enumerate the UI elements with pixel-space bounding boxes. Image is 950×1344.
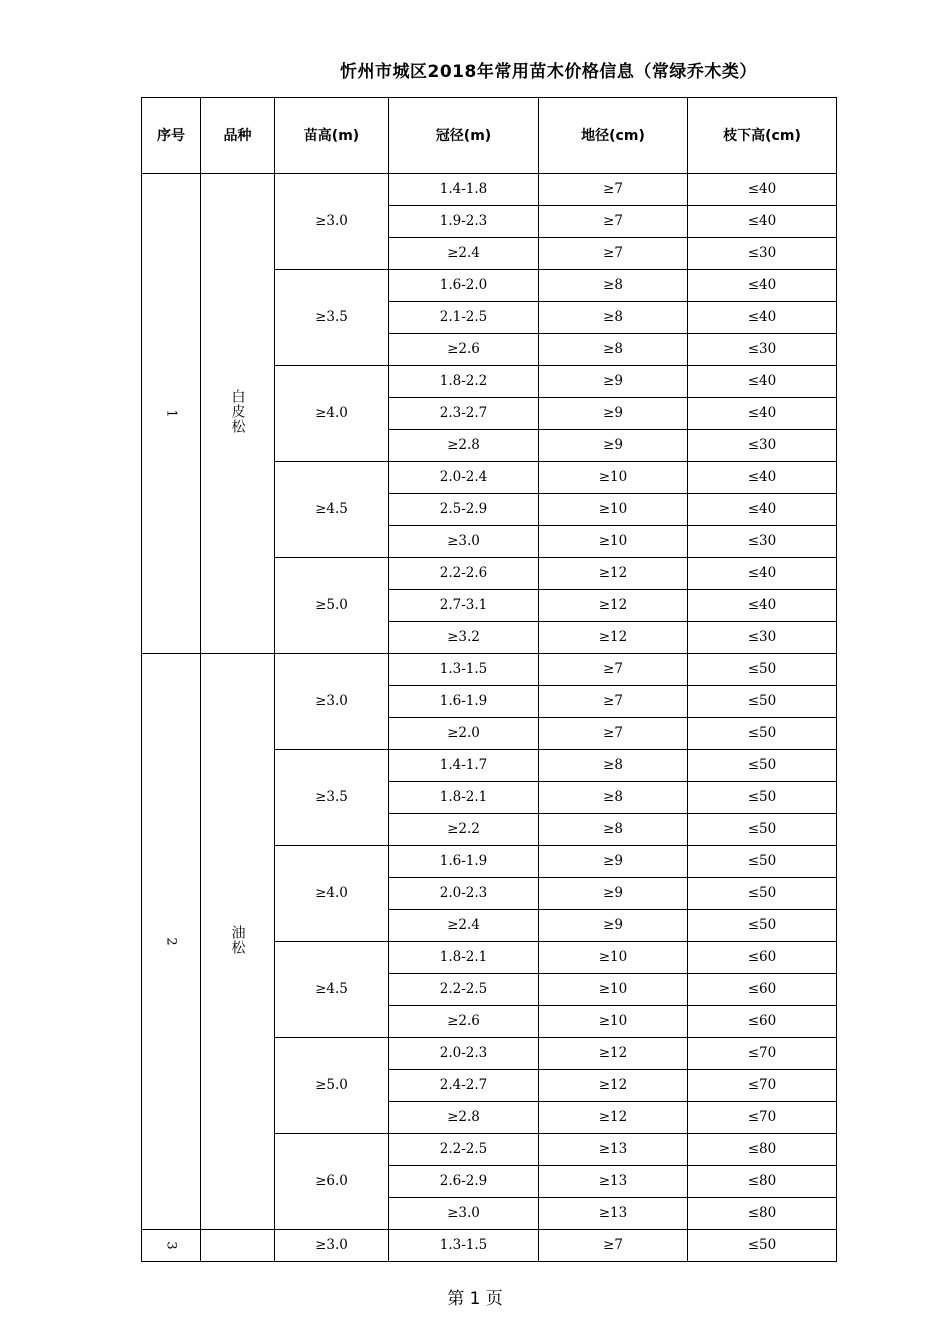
- height-cell-text: ≥4.5: [315, 980, 348, 997]
- ground-cell: [539, 366, 688, 398]
- branch-cell: [688, 558, 837, 590]
- ground-cell: [539, 878, 688, 910]
- crown-cell-text: ≥2.0: [447, 724, 480, 741]
- crown-cell: [389, 398, 539, 430]
- height-cell: [275, 1134, 389, 1230]
- branch-cell-text: ≤50: [747, 756, 777, 773]
- ground-cell-text: ≥9: [603, 916, 623, 933]
- crown-cell: [389, 1070, 539, 1102]
- height-cell: [275, 366, 389, 462]
- height-cell-text: ≥6.0: [315, 1172, 348, 1189]
- ground-cell-text: ≥9: [603, 372, 623, 389]
- ground-cell-text: ≥7: [603, 724, 623, 741]
- crown-cell: [389, 1134, 539, 1166]
- height-cell: [275, 270, 389, 366]
- branch-cell: [688, 590, 837, 622]
- crown-cell: [389, 558, 539, 590]
- crown-cell: [389, 302, 539, 334]
- crown-cell-text: 2.2-2.5: [439, 980, 488, 997]
- branch-cell-text: ≤40: [747, 276, 777, 293]
- crown-cell: [389, 526, 539, 558]
- height-cell: [275, 846, 389, 942]
- crown-cell: [389, 654, 539, 686]
- branch-cell-text: ≤30: [747, 628, 777, 645]
- ground-cell: [539, 430, 688, 462]
- branch-cell-text: ≤50: [747, 1236, 777, 1253]
- crown-cell-text: 2.0-2.3: [439, 1044, 488, 1061]
- ground-cell-text: ≥9: [603, 884, 623, 901]
- branch-cell-text: ≤50: [747, 916, 777, 933]
- height-cell: [275, 174, 389, 270]
- crown-cell-text: 2.2-2.6: [439, 564, 488, 581]
- ground-cell-text: ≥10: [598, 1012, 628, 1029]
- species-name: [201, 1230, 275, 1262]
- species-index: [142, 654, 201, 1230]
- ground-cell: [539, 302, 688, 334]
- species-index: [142, 174, 201, 654]
- crown-cell-text: 1.4-1.8: [439, 180, 488, 197]
- branch-cell: [688, 814, 837, 846]
- price-table: [141, 97, 837, 1262]
- ground-cell-text: ≥12: [598, 1108, 628, 1125]
- ground-cell-text: ≥7: [603, 244, 623, 261]
- crown-cell-text: 1.8-2.1: [439, 788, 488, 805]
- ground-cell-text: ≥7: [603, 692, 623, 709]
- ground-cell-text: ≥12: [598, 628, 628, 645]
- branch-cell-text: ≤50: [747, 660, 777, 677]
- species-name-text: 白皮松: [229, 389, 246, 435]
- branch-cell-text: ≤50: [747, 692, 777, 709]
- branch-cell-text: ≤30: [747, 532, 777, 549]
- height-cell-text: ≥4.5: [315, 500, 348, 517]
- ground-cell: [539, 654, 688, 686]
- branch-cell: [688, 462, 837, 494]
- branch-cell: [688, 398, 837, 430]
- header-index: 序号: [142, 98, 201, 174]
- height-cell-text: ≥5.0: [315, 1076, 348, 1093]
- crown-cell-text: 2.3-2.7: [439, 404, 488, 421]
- crown-cell-text: 1.3-1.5: [439, 1236, 488, 1253]
- ground-cell: [539, 238, 688, 270]
- ground-cell-text: ≥8: [603, 820, 623, 837]
- ground-cell-text: ≥8: [603, 340, 623, 357]
- height-cell-text: ≥5.0: [315, 596, 348, 613]
- branch-cell-text: ≤40: [747, 372, 777, 389]
- crown-cell: [389, 270, 539, 302]
- branch-cell: [688, 654, 837, 686]
- branch-cell: [688, 846, 837, 878]
- ground-cell-text: ≥12: [598, 1076, 628, 1093]
- branch-cell: [688, 974, 837, 1006]
- ground-cell: [539, 846, 688, 878]
- ground-cell-text: ≥7: [603, 1236, 623, 1253]
- branch-cell-text: ≤40: [747, 564, 777, 581]
- crown-cell: [389, 622, 539, 654]
- height-cell-text: ≥3.5: [315, 308, 348, 325]
- branch-cell: [688, 526, 837, 558]
- branch-cell: [688, 1102, 837, 1134]
- branch-cell-text: ≤40: [747, 468, 777, 485]
- branch-cell: [688, 622, 837, 654]
- ground-cell-text: ≥8: [603, 788, 623, 805]
- branch-cell: [688, 1070, 837, 1102]
- crown-cell: [389, 174, 539, 206]
- crown-cell-text: ≥3.2: [447, 628, 480, 645]
- crown-cell-text: 1.6-1.9: [439, 692, 488, 709]
- crown-cell-text: 2.1-2.5: [439, 308, 488, 325]
- crown-cell-text: 1.4-1.7: [439, 756, 488, 773]
- branch-cell: [688, 206, 837, 238]
- crown-cell: [389, 462, 539, 494]
- ground-cell: [539, 1006, 688, 1038]
- ground-cell: [539, 750, 688, 782]
- height-cell: [275, 942, 389, 1038]
- species-index-text: 2: [163, 937, 179, 946]
- crown-cell: [389, 750, 539, 782]
- crown-cell: [389, 494, 539, 526]
- ground-cell: [539, 398, 688, 430]
- species-index-text: 3: [163, 1241, 179, 1250]
- crown-cell: [389, 1230, 539, 1262]
- crown-cell: [389, 846, 539, 878]
- branch-cell-text: ≤70: [747, 1044, 777, 1061]
- branch-cell-text: ≤80: [747, 1140, 777, 1157]
- page-title: 忻州市城区2018年常用苗木价格信息（常绿乔木类）: [340, 62, 757, 82]
- ground-cell: [539, 494, 688, 526]
- branch-cell-text: ≤30: [747, 436, 777, 453]
- branch-cell: [688, 238, 837, 270]
- ground-cell-text: ≥12: [598, 564, 628, 581]
- ground-cell: [539, 622, 688, 654]
- crown-cell: [389, 206, 539, 238]
- branch-cell-text: ≤50: [747, 884, 777, 901]
- ground-cell: [539, 1038, 688, 1070]
- ground-cell: [539, 334, 688, 366]
- branch-cell-text: ≤50: [747, 724, 777, 741]
- ground-cell-text: ≥10: [598, 468, 628, 485]
- crown-cell-text: ≥2.6: [447, 1012, 480, 1029]
- height-cell: [275, 462, 389, 558]
- crown-cell-text: ≥2.6: [447, 340, 480, 357]
- ground-cell-text: ≥10: [598, 500, 628, 517]
- ground-cell: [539, 782, 688, 814]
- branch-cell-text: ≤60: [747, 980, 777, 997]
- branch-cell: [688, 1198, 837, 1230]
- branch-cell: [688, 686, 837, 718]
- branch-cell: [688, 1006, 837, 1038]
- branch-cell: [688, 174, 837, 206]
- branch-cell: [688, 718, 837, 750]
- crown-cell-text: 2.2-2.5: [439, 1140, 488, 1157]
- table-row: [142, 654, 837, 686]
- ground-cell-text: ≥9: [603, 852, 623, 869]
- crown-cell-text: 2.7-3.1: [439, 596, 488, 613]
- branch-cell-text: ≤80: [747, 1204, 777, 1221]
- ground-cell: [539, 462, 688, 494]
- species-index: [142, 1230, 201, 1262]
- crown-cell: [389, 238, 539, 270]
- crown-cell: [389, 334, 539, 366]
- ground-cell: [539, 558, 688, 590]
- branch-cell: [688, 1134, 837, 1166]
- crown-cell-text: ≥2.2: [447, 820, 480, 837]
- height-cell-text: ≥3.0: [315, 212, 348, 229]
- ground-cell: [539, 526, 688, 558]
- crown-cell-text: 2.5-2.9: [439, 500, 488, 517]
- branch-cell-text: ≤40: [747, 404, 777, 421]
- crown-cell: [389, 942, 539, 974]
- ground-cell: [539, 910, 688, 942]
- ground-cell: [539, 1166, 688, 1198]
- crown-cell: [389, 686, 539, 718]
- branch-cell: [688, 910, 837, 942]
- ground-cell-text: ≥13: [598, 1204, 628, 1221]
- crown-cell: [389, 366, 539, 398]
- crown-cell-text: ≥2.8: [447, 436, 480, 453]
- branch-cell-text: ≤40: [747, 500, 777, 517]
- branch-cell-text: ≤40: [747, 212, 777, 229]
- ground-cell-text: ≥13: [598, 1172, 628, 1189]
- page-footer: 第 1 页: [447, 1289, 503, 1309]
- crown-cell-text: 1.6-2.0: [439, 276, 488, 293]
- crown-cell-text: ≥3.0: [447, 1204, 480, 1221]
- height-cell-text: ≥3.0: [315, 1236, 348, 1253]
- ground-cell: [539, 206, 688, 238]
- header-crown-diameter: 冠径(m): [389, 98, 539, 174]
- crown-cell-text: 2.6-2.9: [439, 1172, 488, 1189]
- branch-cell: [688, 1230, 837, 1262]
- ground-cell-text: ≥8: [603, 756, 623, 773]
- ground-cell: [539, 1102, 688, 1134]
- ground-cell-text: ≥8: [603, 276, 623, 293]
- ground-cell-text: ≥13: [598, 1140, 628, 1157]
- branch-cell-text: ≤60: [747, 1012, 777, 1029]
- header-ground-diameter: 地径(cm): [539, 98, 688, 174]
- table-row: [142, 174, 837, 206]
- branch-cell-text: ≤50: [747, 852, 777, 869]
- ground-cell: [539, 974, 688, 1006]
- header-species: 品种: [201, 98, 275, 174]
- height-cell: [275, 750, 389, 846]
- crown-cell-text: 1.6-1.9: [439, 852, 488, 869]
- height-cell: [275, 654, 389, 750]
- branch-cell-text: ≤70: [747, 1076, 777, 1093]
- crown-cell: [389, 814, 539, 846]
- ground-cell: [539, 686, 688, 718]
- ground-cell: [539, 1198, 688, 1230]
- crown-cell: [389, 974, 539, 1006]
- crown-cell: [389, 1102, 539, 1134]
- crown-cell-text: ≥2.4: [447, 916, 480, 933]
- height-cell: [275, 1230, 389, 1262]
- height-cell: [275, 1038, 389, 1134]
- crown-cell-text: 1.9-2.3: [439, 212, 488, 229]
- crown-cell: [389, 430, 539, 462]
- species-index-text: 1: [163, 409, 179, 418]
- ground-cell-text: ≥9: [603, 436, 623, 453]
- crown-cell-text: 1.3-1.5: [439, 660, 488, 677]
- crown-cell: [389, 910, 539, 942]
- ground-cell: [539, 174, 688, 206]
- ground-cell-text: ≥7: [603, 180, 623, 197]
- branch-cell: [688, 366, 837, 398]
- ground-cell: [539, 1230, 688, 1262]
- header-branch-height: 枝下高(cm): [688, 98, 837, 174]
- crown-cell: [389, 878, 539, 910]
- ground-cell-text: ≥7: [603, 212, 623, 229]
- branch-cell: [688, 270, 837, 302]
- crown-cell-text: ≥2.4: [447, 244, 480, 261]
- ground-cell: [539, 1070, 688, 1102]
- crown-cell-text: 2.4-2.7: [439, 1076, 488, 1093]
- crown-cell-text: 1.8-2.1: [439, 948, 488, 965]
- ground-cell-text: ≥10: [598, 948, 628, 965]
- height-cell-text: ≥3.0: [315, 692, 348, 709]
- branch-cell-text: ≤30: [747, 340, 777, 357]
- branch-cell: [688, 430, 837, 462]
- ground-cell-text: ≥10: [598, 532, 628, 549]
- branch-cell-text: ≤40: [747, 180, 777, 197]
- ground-cell: [539, 1134, 688, 1166]
- crown-cell: [389, 1166, 539, 1198]
- ground-cell-text: ≥8: [603, 308, 623, 325]
- ground-cell-text: ≥12: [598, 596, 628, 613]
- branch-cell-text: ≤70: [747, 1108, 777, 1125]
- crown-cell-text: 2.0-2.4: [439, 468, 488, 485]
- header-height: 苗高(m): [275, 98, 389, 174]
- ground-cell: [539, 814, 688, 846]
- height-cell-text: ≥3.5: [315, 788, 348, 805]
- branch-cell: [688, 334, 837, 366]
- branch-cell: [688, 1166, 837, 1198]
- height-cell-text: ≥4.0: [315, 404, 348, 421]
- height-cell: [275, 558, 389, 654]
- crown-cell: [389, 1006, 539, 1038]
- ground-cell-text: ≥9: [603, 404, 623, 421]
- crown-cell: [389, 1038, 539, 1070]
- ground-cell: [539, 942, 688, 974]
- crown-cell: [389, 590, 539, 622]
- branch-cell: [688, 878, 837, 910]
- crown-cell-text: 2.0-2.3: [439, 884, 488, 901]
- ground-cell: [539, 718, 688, 750]
- crown-cell: [389, 782, 539, 814]
- branch-cell-text: ≤60: [747, 948, 777, 965]
- branch-cell-text: ≤50: [747, 788, 777, 805]
- branch-cell: [688, 302, 837, 334]
- crown-cell: [389, 718, 539, 750]
- branch-cell-text: ≤50: [747, 820, 777, 837]
- branch-cell-text: ≤40: [747, 308, 777, 325]
- crown-cell-text: 1.8-2.2: [439, 372, 488, 389]
- ground-cell-text: ≥12: [598, 1044, 628, 1061]
- species-name: [201, 654, 275, 1230]
- height-cell-text: ≥4.0: [315, 884, 348, 901]
- branch-cell: [688, 750, 837, 782]
- species-name-text: 油松: [229, 924, 246, 955]
- ground-cell: [539, 590, 688, 622]
- branch-cell-text: ≤80: [747, 1172, 777, 1189]
- branch-cell: [688, 1038, 837, 1070]
- branch-cell: [688, 494, 837, 526]
- species-name: [201, 174, 275, 654]
- branch-cell-text: ≤30: [747, 244, 777, 261]
- crown-cell-text: ≥2.8: [447, 1108, 480, 1125]
- crown-cell: [389, 1198, 539, 1230]
- branch-cell: [688, 782, 837, 814]
- ground-cell-text: ≥10: [598, 980, 628, 997]
- branch-cell-text: ≤40: [747, 596, 777, 613]
- ground-cell-text: ≥7: [603, 660, 623, 677]
- crown-cell-text: ≥3.0: [447, 532, 480, 549]
- branch-cell: [688, 942, 837, 974]
- ground-cell: [539, 270, 688, 302]
- table-header-row: [142, 98, 837, 174]
- table-row: [142, 1230, 837, 1262]
